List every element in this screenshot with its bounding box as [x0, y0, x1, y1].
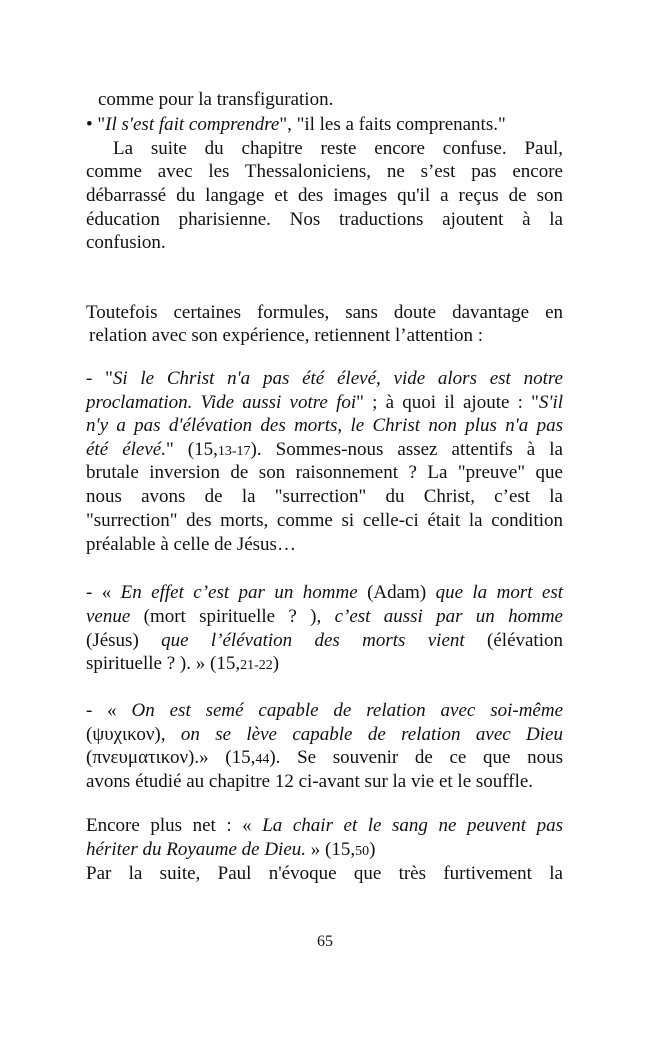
italic-quote-text: La chair et le sang ne peuvent pas	[262, 815, 563, 836]
text-line	[86, 771, 563, 793]
italic-quote-text: on se lève capable de relation avec Dieu	[180, 724, 563, 745]
italic-quote-text: que la mort est	[435, 582, 564, 603]
text-line	[86, 606, 563, 628]
text-run: "surrection" des morts, comme si celle-ci était la condition	[86, 510, 563, 531]
text-run: (Jésus)	[86, 630, 162, 651]
text-line	[86, 534, 563, 556]
text-run: confusion.	[86, 232, 166, 253]
text-run: La suite du chapitre reste encore confuse. Paul,	[113, 138, 563, 159]
text-line	[86, 185, 563, 207]
text-line	[98, 89, 563, 111]
italic-quote-text: que l’élévation des morts vient	[161, 630, 465, 651]
text-line	[86, 161, 563, 183]
text-run: " ; à quoi il ajoute : "	[356, 392, 539, 413]
italic-quote-text: Si le Christ n'a pas été élevé, vide alors est notre	[112, 368, 563, 389]
text-run: ", "il les a faits comprenants."	[279, 114, 506, 135]
italic-quote-text: hériter du Royaume de Dieu.	[86, 839, 307, 860]
text-run: (mort spirituelle ? ),	[130, 606, 335, 627]
text-run: )	[272, 653, 280, 674]
text-run: ). Sommes-nous assez attentifs à la	[250, 439, 563, 460]
text-line	[86, 486, 563, 508]
text-run: nous avons de la "surrection" du Christ, c’est la	[86, 486, 563, 507]
text-run: comme pour la transfiguration.	[98, 89, 334, 110]
text-run: " (15,	[165, 439, 218, 460]
text-line	[86, 368, 563, 390]
italic-quote-text: Il s'est fait comprendre	[105, 114, 280, 135]
text-run: Par la suite, Paul n'évoque que très furtivement la	[86, 863, 563, 884]
text-run: Toutefois certaines formules, sans doute davantage en	[86, 302, 563, 323]
text-line	[86, 700, 563, 722]
text-run: Encore plus net : «	[86, 815, 263, 836]
text-line	[86, 839, 563, 863]
italic-quote-text: c’est aussi par un homme	[334, 606, 563, 627]
italic-quote-text: S'il	[538, 392, 563, 413]
text-line	[86, 653, 563, 677]
text-line	[113, 138, 563, 160]
italic-quote-text: été élevé.	[86, 439, 166, 460]
text-run: - «	[86, 582, 121, 603]
text-run: préalable à celle de Jésus…	[86, 534, 296, 555]
text-run: comme avec les Thessaloniciens, ne s’est pas encore	[86, 161, 563, 182]
text-line	[86, 462, 563, 484]
text-run: ). Se souvenir de ce que nous	[269, 747, 564, 768]
text-run: spirituelle ? ). » (15,	[86, 653, 241, 674]
italic-quote-text: proclamation. Vide aussi votre foi	[86, 392, 357, 413]
page-number: 65	[317, 933, 333, 950]
text-run: (πνευματικον).» (15,	[86, 747, 256, 768]
text-run: brutale inversion de son raisonnement ? La "preuve" que	[86, 462, 563, 483]
italic-quote-text: venue	[86, 606, 131, 627]
text-line	[86, 232, 563, 254]
text-run: éducation pharisienne. Nos traductions ajoutent à la	[86, 209, 563, 230]
text-run: avons étudié au chapitre 12 ci-avant sur la vie et le souffle.	[86, 771, 534, 792]
italic-quote-text: n'y a pas d'élévation des morts, le Christ non plus n'a pas	[86, 415, 563, 436]
text-line	[86, 863, 563, 885]
verse-reference: 44	[255, 752, 270, 767]
italic-quote-text: On est semé capable de relation avec soi-même	[131, 700, 564, 721]
verse-reference: 13-17	[217, 444, 251, 459]
text-line	[89, 325, 563, 347]
text-run: débarrassé du langage et des images qu'il a reçus de son	[86, 185, 563, 206]
text-run: relation avec son expérience, retiennent l’attention :	[89, 325, 484, 346]
text-line	[86, 302, 563, 324]
text-run: (élévation	[464, 630, 563, 651]
text-line	[86, 439, 563, 463]
text-line	[86, 747, 563, 771]
text-line	[86, 724, 563, 746]
text-line	[86, 114, 563, 136]
text-run: (Adam)	[357, 582, 436, 603]
text-run: - "	[86, 368, 113, 389]
verse-reference: 50	[355, 844, 370, 859]
text-line	[86, 392, 563, 414]
text-run: • "	[86, 114, 106, 135]
text-run: » (15,	[306, 839, 356, 860]
text-line	[86, 510, 563, 532]
text-line	[86, 815, 563, 837]
verse-reference: 21-22	[240, 658, 273, 673]
italic-quote-text: En effet c’est par un homme	[120, 582, 358, 603]
text-line	[86, 630, 563, 652]
text-line	[86, 582, 563, 604]
text-line	[86, 415, 563, 437]
text-line	[86, 209, 563, 231]
text-run: - «	[86, 700, 132, 721]
text-run: (ψυχικον),	[86, 724, 181, 745]
text-run: )	[369, 839, 376, 860]
